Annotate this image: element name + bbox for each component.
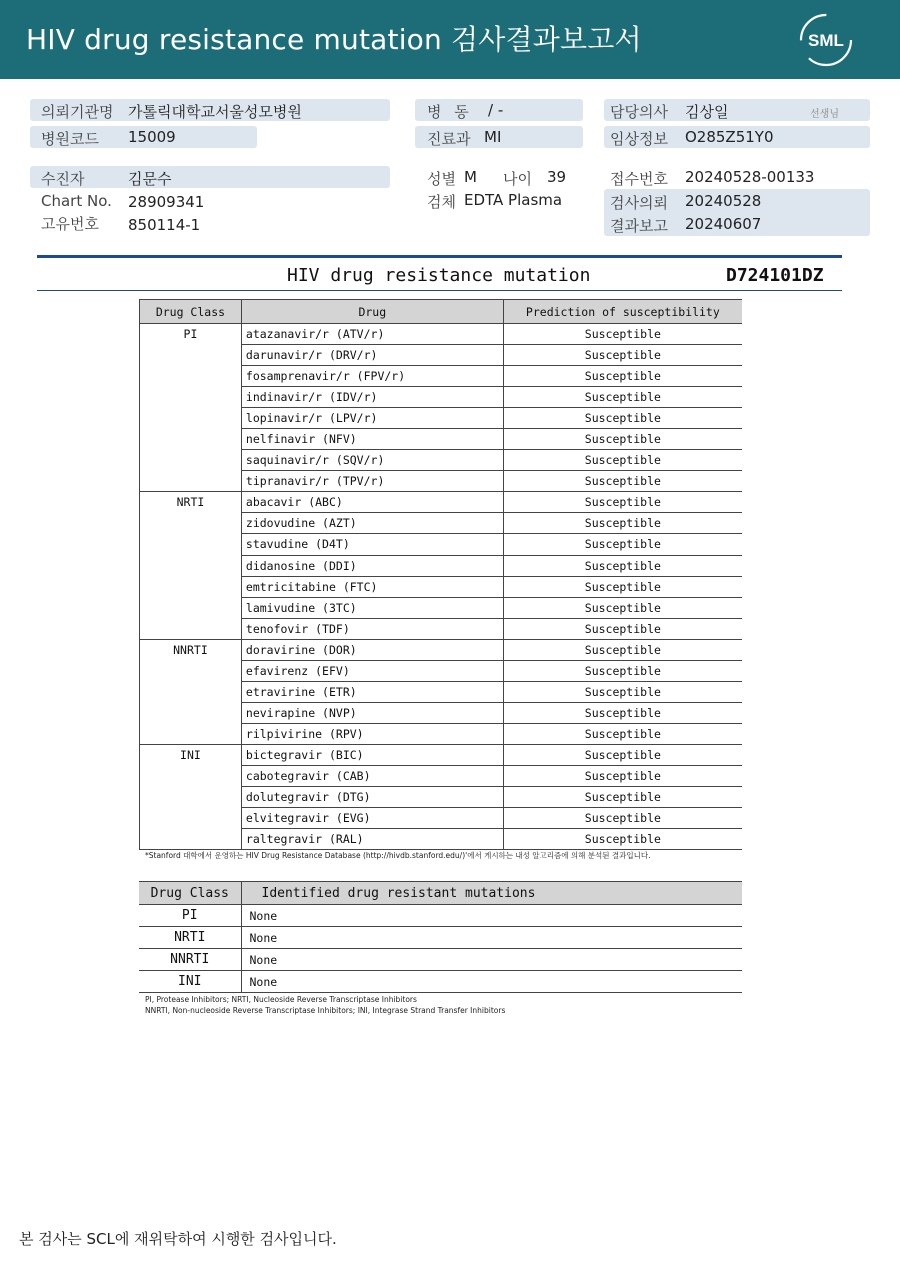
column-header-drug-class: Drug Class [139, 882, 241, 905]
column-header-drug: Drug [241, 300, 503, 324]
unique-id-value: 850114-1 [128, 216, 201, 234]
sex-value: M [464, 168, 477, 186]
prediction-cell: Susceptible [503, 576, 742, 597]
age-label: 나이 [503, 170, 532, 188]
prediction-cell: Susceptible [503, 702, 742, 723]
drug-class-cell: NNRTI [139, 949, 241, 971]
drug-cell: tenofovir (TDF) [241, 618, 503, 639]
receipt-value: 20240528-00133 [685, 168, 815, 186]
ward-value: / - [488, 101, 504, 119]
unique-id-label: 고유번호 [41, 215, 99, 233]
prediction-cell: Susceptible [503, 597, 742, 618]
mutation-cell: None [241, 905, 742, 927]
drug-cell: saquinavir/r (SQV/r) [241, 450, 503, 471]
drug-cell: raltegravir (RAL) [241, 829, 503, 850]
report-date-label: 결과보고 [610, 217, 668, 235]
report-title: HIV drug resistance mutation [287, 265, 591, 286]
hospital-code-label: 병원코드 [41, 130, 99, 148]
specimen-label: 검체 [427, 193, 456, 211]
mutations-table [139, 881, 742, 993]
doctor-value: 김상일 [685, 103, 729, 121]
prediction-cell: Susceptible [503, 639, 742, 660]
age-value: 39 [547, 168, 567, 186]
mutation-cell: None [241, 927, 742, 949]
prediction-cell: Susceptible [503, 324, 742, 345]
drug-cell: fosamprenavir/r (FPV/r) [241, 366, 503, 387]
drug-cell: cabotegravir (CAB) [241, 765, 503, 786]
database-note: *Stanford 대학에서 운영하는 HIV Drug Resistance Database (http://hivdb.stanford.edu/)'에서 게시하는 내성 알고리즘에 의해 분석된 결과입니다. [145, 851, 651, 860]
drug-cell: elvitegravir (EVG) [241, 808, 503, 829]
table-row [139, 971, 742, 993]
table-row [139, 949, 742, 971]
abbreviations-note [145, 994, 505, 1016]
drug-cell: didanosine (DDI) [241, 555, 503, 576]
drug-class-cell: NNRTI [140, 639, 242, 744]
prediction-cell: Susceptible [503, 471, 742, 492]
prediction-cell: Susceptible [503, 429, 742, 450]
chart-label: Chart No. [41, 192, 112, 210]
page-title: HIV drug resistance mutation 검사결과보고서 [26, 23, 642, 56]
doctor-label: 담당의사 [610, 103, 668, 121]
susceptibility-table [139, 299, 742, 850]
table-row [140, 744, 743, 765]
drug-cell: dolutegravir (DTG) [241, 787, 503, 808]
prediction-cell: Susceptible [503, 366, 742, 387]
abbreviations-line: PI, Protease Inhibitors; NRTI, Nucleoside Reverse Transcriptase Inhibitors [145, 995, 417, 1004]
report-date-value: 20240607 [685, 215, 762, 233]
table-row [140, 492, 743, 513]
patient-label: 수진자 [41, 170, 85, 188]
report-title-bottom-rule [37, 290, 842, 291]
prediction-cell: Susceptible [503, 534, 742, 555]
prediction-cell: Susceptible [503, 408, 742, 429]
drug-class-cell: INI [140, 744, 242, 849]
patient-value: 김문수 [128, 170, 172, 188]
drug-cell: stavudine (D4T) [241, 534, 503, 555]
drug-cell: emtricitabine (FTC) [241, 576, 503, 597]
prediction-cell: Susceptible [503, 387, 742, 408]
clinical-value: O285Z51Y0 [685, 128, 774, 146]
drug-cell: nelfinavir (NFV) [241, 429, 503, 450]
column-header-prediction: Prediction of susceptibility [503, 300, 742, 324]
drug-cell: bictegravir (BIC) [241, 744, 503, 765]
drug-class-cell: PI [139, 905, 241, 927]
abbreviations-line: NNRTI, Non-nucleoside Reverse Transcriptase Inhibitors; INI, Integrase Strand Transfer Inhibitors [145, 1006, 506, 1015]
column-header-mutations: Identified drug resistant mutations [241, 882, 742, 905]
doctor-suffix: 선생님 [810, 109, 839, 120]
prediction-cell: Susceptible [503, 787, 742, 808]
drug-cell: atazanavir/r (ATV/r) [241, 324, 503, 345]
chart-value: 28909341 [128, 193, 205, 211]
ward-label: 병 동 [427, 103, 469, 121]
drug-cell: abacavir (ABC) [241, 492, 503, 513]
drug-cell: lamivudine (3TC) [241, 597, 503, 618]
prediction-cell: Susceptible [503, 492, 742, 513]
prediction-cell: Susceptible [503, 513, 742, 534]
prediction-cell: Susceptible [503, 744, 742, 765]
susceptibility-header-row [140, 300, 743, 324]
receipt-label: 접수번호 [610, 170, 668, 188]
prediction-cell: Susceptible [503, 618, 742, 639]
clinical-label: 임상정보 [610, 130, 668, 148]
mutations-header-row [139, 882, 742, 905]
table-row [140, 324, 743, 345]
dept-label: 진료과 [427, 130, 471, 148]
prediction-cell: Susceptible [503, 765, 742, 786]
prediction-cell: Susceptible [503, 681, 742, 702]
drug-cell: doravirine (DOR) [241, 639, 503, 660]
report-code: D724101DZ [726, 265, 824, 286]
specimen-value: EDTA Plasma [464, 191, 563, 209]
drug-cell: zidovudine (AZT) [241, 513, 503, 534]
hospital-code-value: 15009 [128, 128, 176, 146]
prediction-cell: Susceptible [503, 808, 742, 829]
column-header-drug-class: Drug Class [140, 300, 242, 324]
institution-label: 의뢰기관명 [41, 103, 114, 121]
drug-class-cell: NRTI [140, 492, 242, 639]
sex-label: 성별 [427, 170, 456, 188]
drug-cell: darunavir/r (DRV/r) [241, 345, 503, 366]
drug-cell: efavirenz (EFV) [241, 660, 503, 681]
drug-class-cell: PI [140, 324, 242, 492]
table-row [139, 927, 742, 949]
prediction-cell: Susceptible [503, 723, 742, 744]
prediction-cell: Susceptible [503, 829, 742, 850]
prediction-cell: Susceptible [503, 555, 742, 576]
dept-value: MI [484, 128, 502, 146]
table-row [139, 905, 742, 927]
drug-cell: tipranavir/r (TPV/r) [241, 471, 503, 492]
mutation-cell: None [241, 949, 742, 971]
request-date-label: 검사의뢰 [610, 194, 668, 212]
prediction-cell: Susceptible [503, 450, 742, 471]
prediction-cell: Susceptible [503, 345, 742, 366]
request-date-value: 20240528 [685, 192, 762, 210]
drug-cell: rilpivirine (RPV) [241, 723, 503, 744]
footer-note: 본 검사는 SCL에 재위탁하여 시행한 검사입니다. [19, 1230, 337, 1248]
logo-text: SML [808, 31, 844, 50]
drug-cell: lopinavir/r (LPV/r) [241, 408, 503, 429]
sml-logo [798, 12, 854, 68]
institution-value: 가톨릭대학교서울성모병원 [128, 103, 302, 121]
drug-class-cell: INI [139, 971, 241, 993]
mutation-cell: None [241, 971, 742, 993]
drug-cell: indinavir/r (IDV/r) [241, 387, 503, 408]
prediction-cell: Susceptible [503, 660, 742, 681]
header-bar [0, 0, 900, 79]
drug-class-cell: NRTI [139, 927, 241, 949]
report-title-top-rule [37, 255, 842, 258]
table-row [140, 639, 743, 660]
drug-cell: nevirapine (NVP) [241, 702, 503, 723]
drug-cell: etravirine (ETR) [241, 681, 503, 702]
